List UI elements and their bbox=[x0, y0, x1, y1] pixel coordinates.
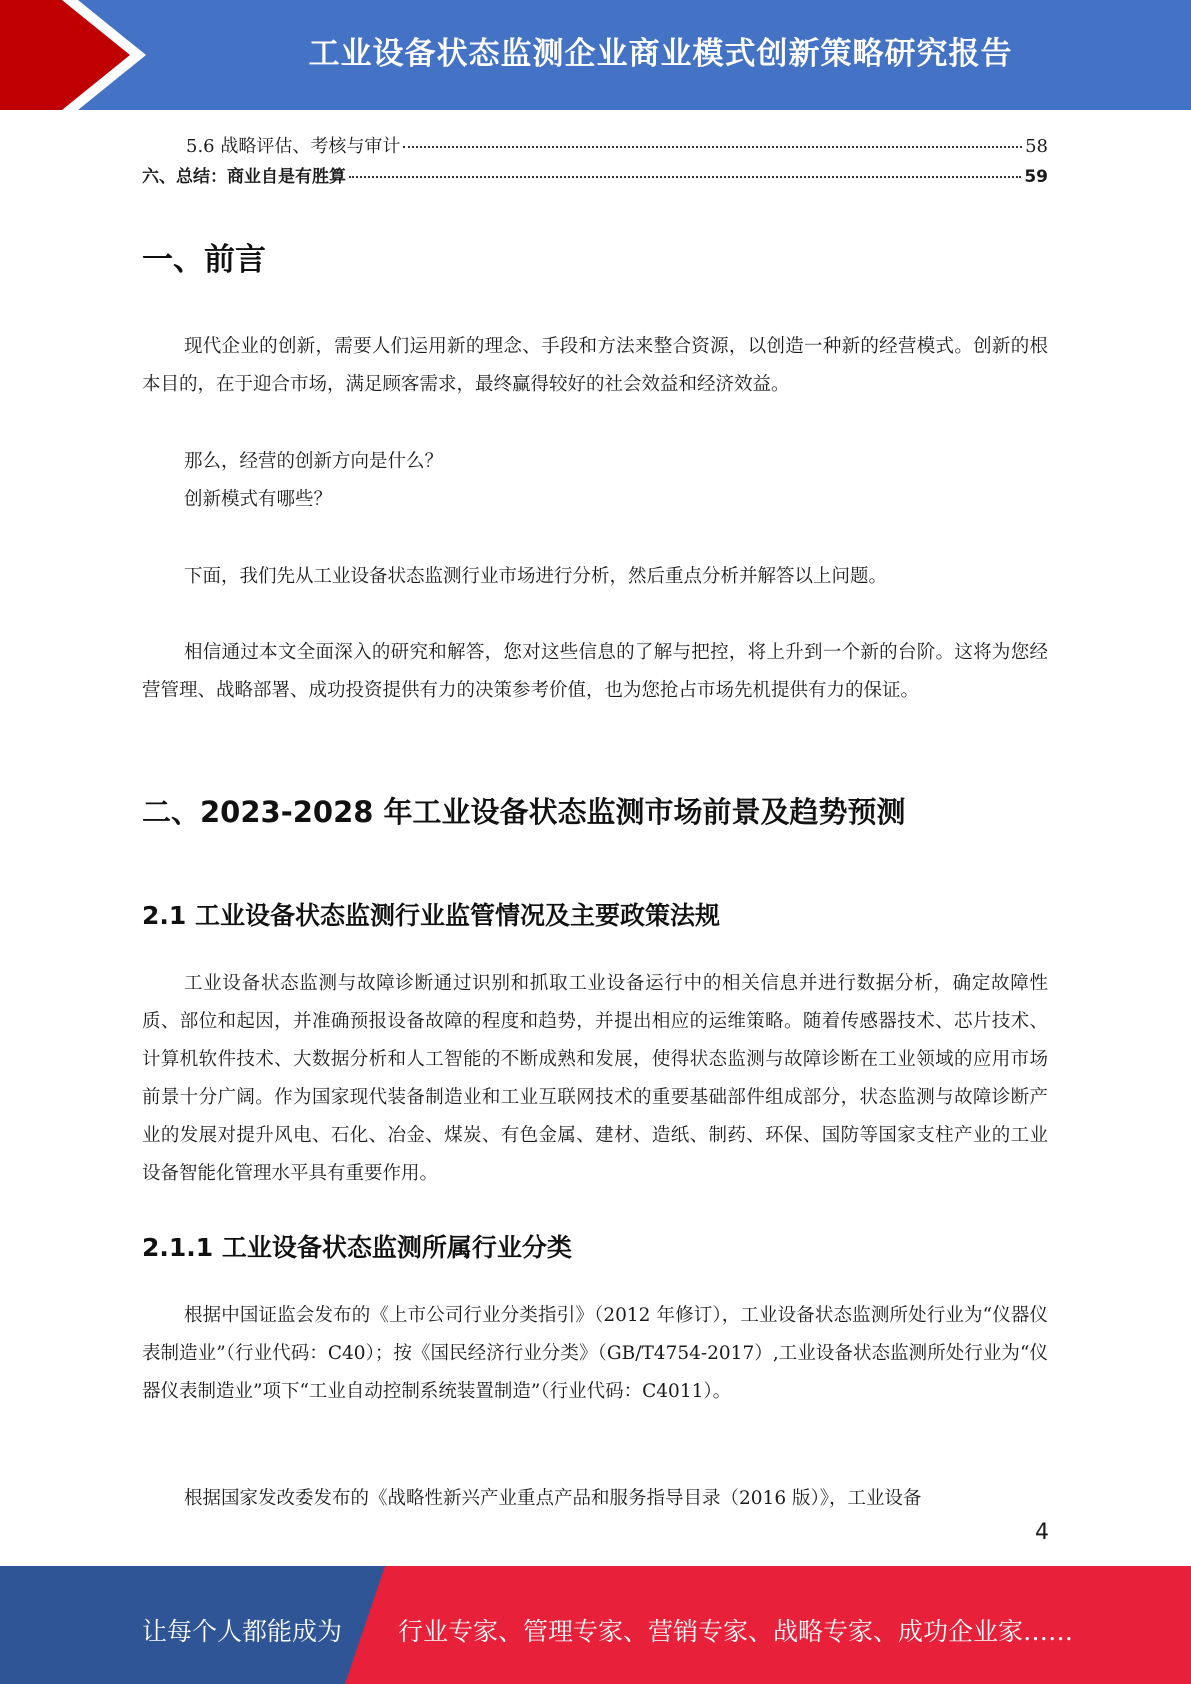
paragraph: 创新模式有哪些？ bbox=[184, 489, 333, 510]
paragraph: 下面，我们先从工业设备状态监测行业市场进行分析，然后重点分析并解答以上问题。 bbox=[184, 566, 888, 587]
report-title: 工业设备状态监测企业商业模式创新策略研究报告 bbox=[308, 36, 1013, 72]
toc-entry-page: 59 bbox=[1024, 167, 1048, 187]
subsection-heading: 2.1 工业设备状态监测行业监管情况及主要政策法规 bbox=[142, 901, 720, 930]
page-header bbox=[0, 0, 1191, 110]
page-number: 4 bbox=[1035, 1520, 1049, 1545]
paragraph: 根据国家发改委发布的《战略性新兴产业重点产品和服务指导目录（2016 版）》，工业设备 bbox=[184, 1488, 922, 1509]
footer-slogan-right: 行业专家、管理专家、营销专家、战略专家、成功企业家…… bbox=[398, 1617, 1074, 1646]
toc-leader-dots bbox=[403, 146, 1022, 148]
footer-slogan-left: 让每个人都能成为 bbox=[142, 1617, 343, 1646]
paragraph: 相信通过本文全面深入的研究和解答，您对这些信息的了解与把控，将上升到一个新的台阶。这将为您经营管理、战略部署、成功投资提供有力的决策参考价值，也为您抢占市场先机提供有力的保证。 bbox=[142, 642, 1048, 701]
toc-entry[interactable] bbox=[142, 162, 1048, 187]
toc-entry-label: 六、总结：商业自是有胜算 bbox=[142, 167, 346, 187]
paragraph: 现代企业的创新，需要人们运用新的理念、手段和方法来整合资源，以创造一种新的经营模式。创新的根本目的，在于迎合市场，满足顾客需求，最终赢得较好的社会效益和经济效益。 bbox=[142, 336, 1048, 395]
paragraph: 工业设备状态监测与故障诊断通过识别和抓取工业设备运行中的相关信息并进行数据分析，确定故障性质、部位和起因，并准确预报设备故障的程度和趋势，并提出相应的运维策略。随着传感器技术、芯片技术、计算机软件技术、大数据分析和人工智能的不断成熟和发展，使得状态监测与故障诊断在工业领域的应用市场前景十分广阔。作为国家现代装备制造业和工业互联网技术的重要基础部件组成部分，状态监测与故障诊断产业的发展对提升风电、石化、冶金、煤炭、有色金属、建材、造纸、制药、环保、国防等国家支柱产业的工业设备智能化管理水平具有重要作用。 bbox=[142, 973, 1048, 1184]
toc-entry[interactable] bbox=[142, 132, 1048, 158]
section-heading-preface: 一、前言 bbox=[142, 242, 266, 278]
paragraph: 那么，经营的创新方向是什么？ bbox=[184, 451, 444, 472]
paragraph: 根据中国证监会发布的《上市公司行业分类指引》（2012 年修订），工业设备状态监测所处行业为“仪器仪表制造业”（行业代码：C40）；按《国民经济行业分类》（GB/T4754-2017）,工业设备状态监测所处行业为“仪器仪表制造业”项下“工业自动控制系统装置制造”（行业代码：C4011）。 bbox=[142, 1305, 1048, 1402]
subsection-heading: 2.1.1 工业设备状态监测所属行业分类 bbox=[142, 1233, 572, 1262]
page-footer bbox=[0, 1566, 1191, 1684]
toc-entry-page: 58 bbox=[1025, 136, 1048, 157]
toc-leader-dots bbox=[349, 176, 1021, 178]
section-heading-forecast: 二、2023-2028 年工业设备状态监测市场前景及趋势预测 bbox=[142, 795, 906, 829]
header-arrow-decoration bbox=[0, 0, 160, 110]
toc-entry-label: 5.6 战略评估、考核与审计 bbox=[186, 136, 401, 157]
